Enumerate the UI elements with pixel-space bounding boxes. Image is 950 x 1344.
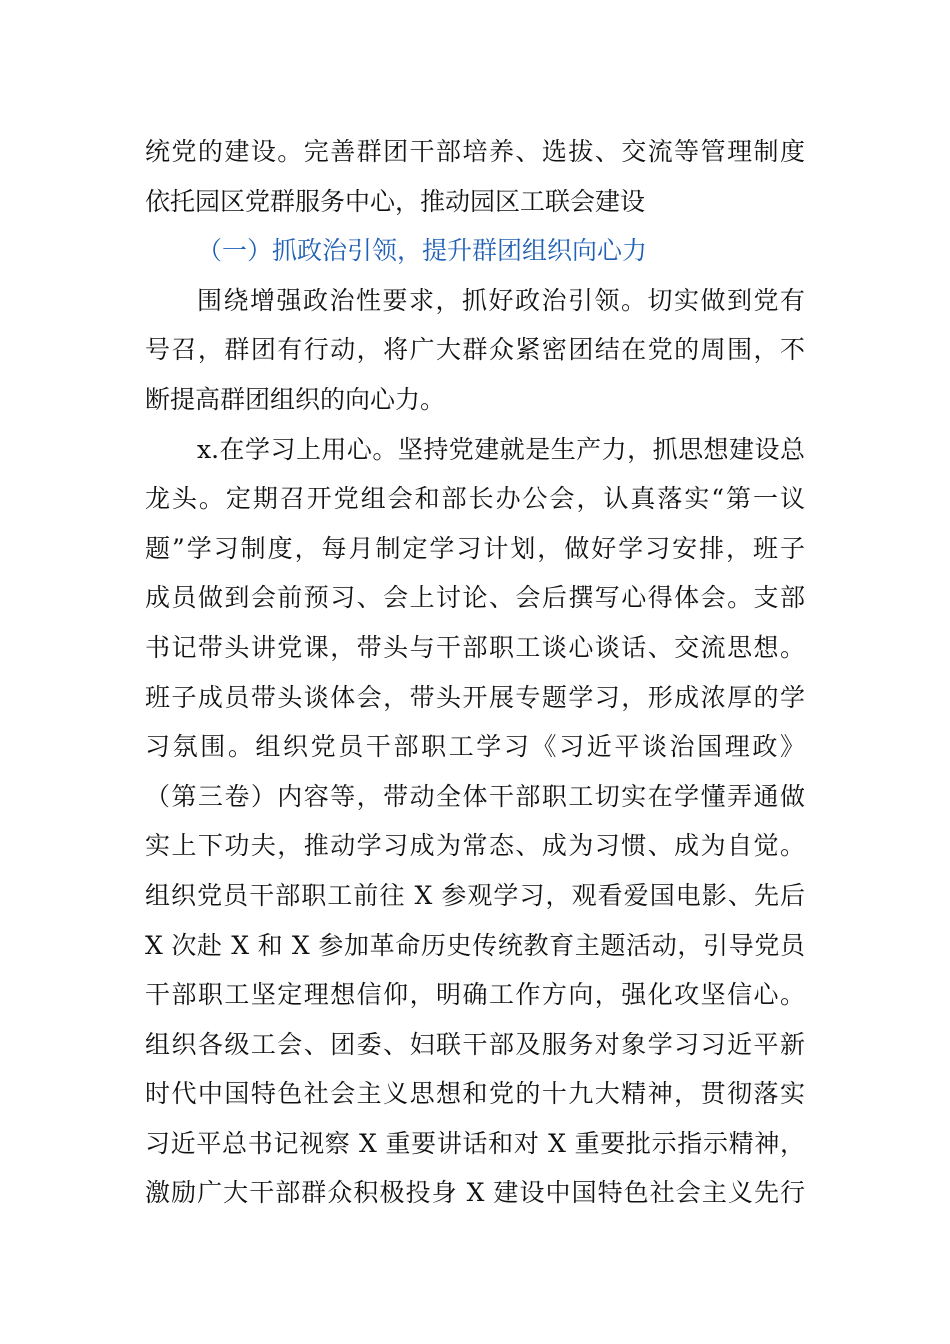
section-heading: （一）抓政治引领，提升群团组织向心力 (197, 236, 648, 266)
body-line: 习氛围。组织党员干部职工学习《习近平谈治国理政》 (145, 732, 805, 762)
body-line: 干部职工坚定理想信仰，明确工作方向，强化攻坚信心。 (145, 980, 805, 1010)
body-line: X 次赴 X 和 X 参加革命历史传统教育主题活动，引导党员 (145, 930, 805, 960)
body-line: 成员做到会前预习、会上讨论、会后撰写心得体会。支部 (145, 583, 805, 613)
body-line: 班子成员带头谈体会，带头开展专题学习，形成浓厚的学 (145, 682, 805, 712)
body-line: 题”学习制度，每月制定学习计划，做好学习安排，班子 (145, 533, 805, 563)
body-line: 激励广大干部群众积极投身 X 建设中国特色社会主义先行 (145, 1178, 805, 1208)
body-line: 统党的建设。完善群团干部培养、选拔、交流等管理制度 (145, 137, 805, 166)
body-line: 龙头。定期召开党组会和部长办公会，认真落实“第一议 (145, 484, 805, 514)
body-line: 书记带头讲党课，带头与干部职工谈心谈话、交流思想。 (145, 632, 805, 662)
body-line: 号召，群团有行动，将广大群众紧密团结在党的周围，不 (145, 335, 805, 365)
body-line: x.在学习上用心。坚持党建就是生产力，抓思想建设总 (197, 434, 805, 464)
body-line: 组织党员干部职工前往 X 参观学习，观看爱国电影、先后 (145, 880, 805, 910)
body-line: 依托园区党群服务中心，推动园区工联会建设 (145, 186, 646, 216)
document-body (145, 127, 805, 1218)
body-line: 组织各级工会、团委、妇联干部及服务对象学习习近平新 (145, 1029, 805, 1059)
body-line: 习近平总书记视察 X 重要讲话和对 X 重要批示指示精神， (145, 1128, 805, 1158)
body-line: 断提高群团组织的向心力。 (145, 384, 446, 414)
body-line: 实上下功夫，推动学习成为常态、成为习惯、成为自觉。 (145, 831, 805, 861)
body-line: 时代中国特色社会主义思想和党的十九大精神，贯彻落实 (145, 1079, 805, 1109)
body-line: （第三卷）内容等，带动全体干部职工切实在学懂弄通做 (145, 781, 805, 811)
body-line: 围绕增强政治性要求，抓好政治引领。切实做到党有 (197, 285, 805, 315)
